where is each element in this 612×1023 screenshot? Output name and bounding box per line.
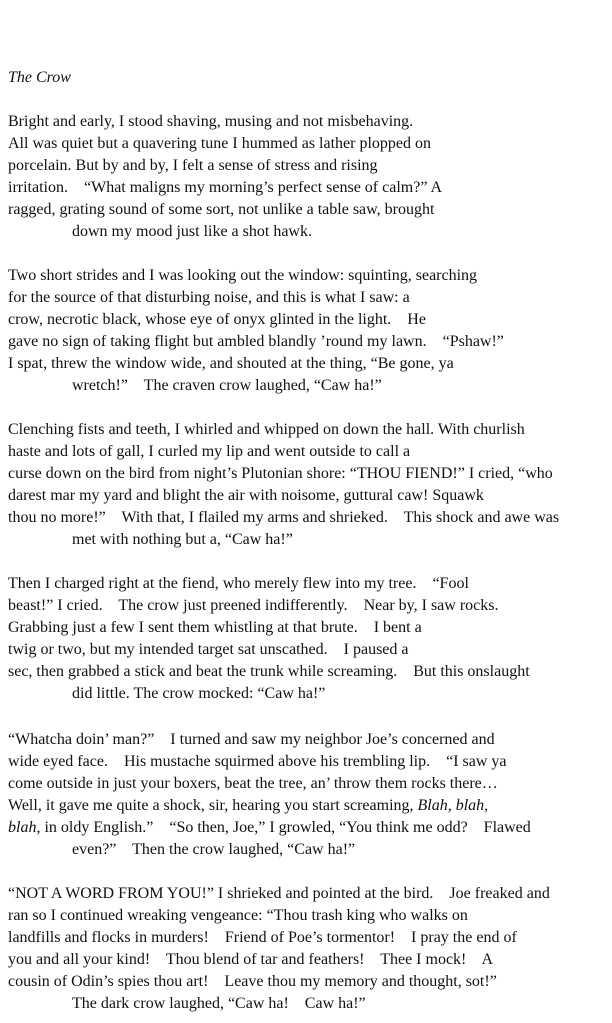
line: irritation. “What maligns my morning’s perfect sense of calm?” A	[8, 179, 443, 196]
line-indented: even?” Then the crow laughed, “Caw ha!”	[72, 841, 356, 858]
line: cousin of Odin’s spies thou art! Leave thou my memory and thought, sot!”	[8, 973, 497, 990]
line: twig or two, but my intended target sat unscathed. I paused a	[8, 641, 409, 658]
line: wide eyed face. His mustache squirmed above his trembling lip. “I saw ya	[8, 753, 507, 770]
line: All was quiet but a quavering tune I hummed as lather plopped on	[8, 135, 432, 152]
line-indented: down my mood just like a shot hawk.	[72, 223, 312, 240]
line: “NOT A WORD FROM YOU!” I shrieked and pointed at the bird. Joe freaked and	[8, 885, 550, 902]
stanza-6	[8, 883, 608, 1015]
line	[8, 795, 608, 817]
stanza-5	[8, 729, 608, 861]
line-text: , in oldy English.” “So then, Joe,” I growled, “You think me odd? Flawed	[36, 819, 531, 836]
line: curse down on the bird from night’s Plutonian shore: “THOU FIEND!” I cried, “who	[8, 465, 553, 482]
line-text: Well, it gave me quite a shock, sir, hearing you start screaming,	[8, 797, 418, 814]
line: ragged, grating sound of some sort, not unlike a table saw, brought	[8, 201, 435, 218]
poem-title: The Crow	[8, 69, 71, 86]
line: crow, necrotic black, whose eye of onyx glinted in the light. He	[8, 311, 426, 328]
line: gave no sign of taking flight but ambled blandly ’round my lawn. “Pshaw!”	[8, 333, 504, 350]
stanza-3	[8, 419, 608, 551]
line: Clenching fists and teeth, I whirled and whipped on down the hall. With churlish	[8, 421, 525, 438]
line-indented: The dark crow laughed, “Caw ha! Caw ha!”	[72, 995, 366, 1012]
line: Two short strides and I was looking out the window: squinting, searching	[8, 267, 478, 284]
line: for the source of that disturbing noise, and this is what I saw: a	[8, 289, 410, 306]
line-indented: did little. The crow mocked: “Caw ha!”	[72, 685, 326, 702]
line: darest mar my yard and blight the air with noisome, guttural caw! Squawk	[8, 487, 484, 504]
line: thou no more!” With that, I flailed my arms and shrieked. This shock and awe was	[8, 509, 560, 526]
line: sec, then grabbed a stick and beat the trunk while screaming. But this onslaught	[8, 663, 530, 680]
line: “Whatcha doin’ man?” I turned and saw my neighbor Joe’s concerned and	[8, 731, 495, 748]
line: I spat, threw the window wide, and shouted at the thing, “Be gone, ya	[8, 355, 454, 372]
italic-text: Blah, blah,	[417, 797, 489, 814]
line: Then I charged right at the fiend, who merely flew into my tree. “Fool	[8, 575, 469, 592]
stanza-1	[8, 111, 608, 243]
line: beast!” I cried. The crow just preened indifferently. Near by, I saw rocks.	[8, 597, 499, 614]
stanza-2	[8, 265, 608, 397]
line: haste and lots of gall, I curled my lip and went outside to call a	[8, 443, 411, 460]
line: landfills and flocks in murders! Friend of Poe’s tormentor! I pray the end of	[8, 929, 517, 946]
line-indented: wretch!” The craven crow laughed, “Caw ha!”	[72, 377, 382, 394]
stanza-4	[8, 573, 608, 705]
line	[8, 817, 608, 839]
line: Bright and early, I stood shaving, musing and not misbehaving.	[8, 113, 414, 130]
line: come outside in just your boxers, beat the tree, an’ throw them rocks there…	[8, 775, 498, 792]
line: porcelain. But by and by, I felt a sense of stress and rising	[8, 157, 378, 174]
line: Grabbing just a few I sent them whistling at that brute. I bent a	[8, 619, 422, 636]
italic-text: blah	[8, 819, 37, 836]
line: you and all your kind! Thou blend of tar and feathers! Thee I mock! A	[8, 951, 494, 968]
line: ran so I continued wreaking vengeance: “Thou trash king who walks on	[8, 907, 468, 924]
line-indented: met with nothing but a, “Caw ha!”	[72, 531, 293, 548]
